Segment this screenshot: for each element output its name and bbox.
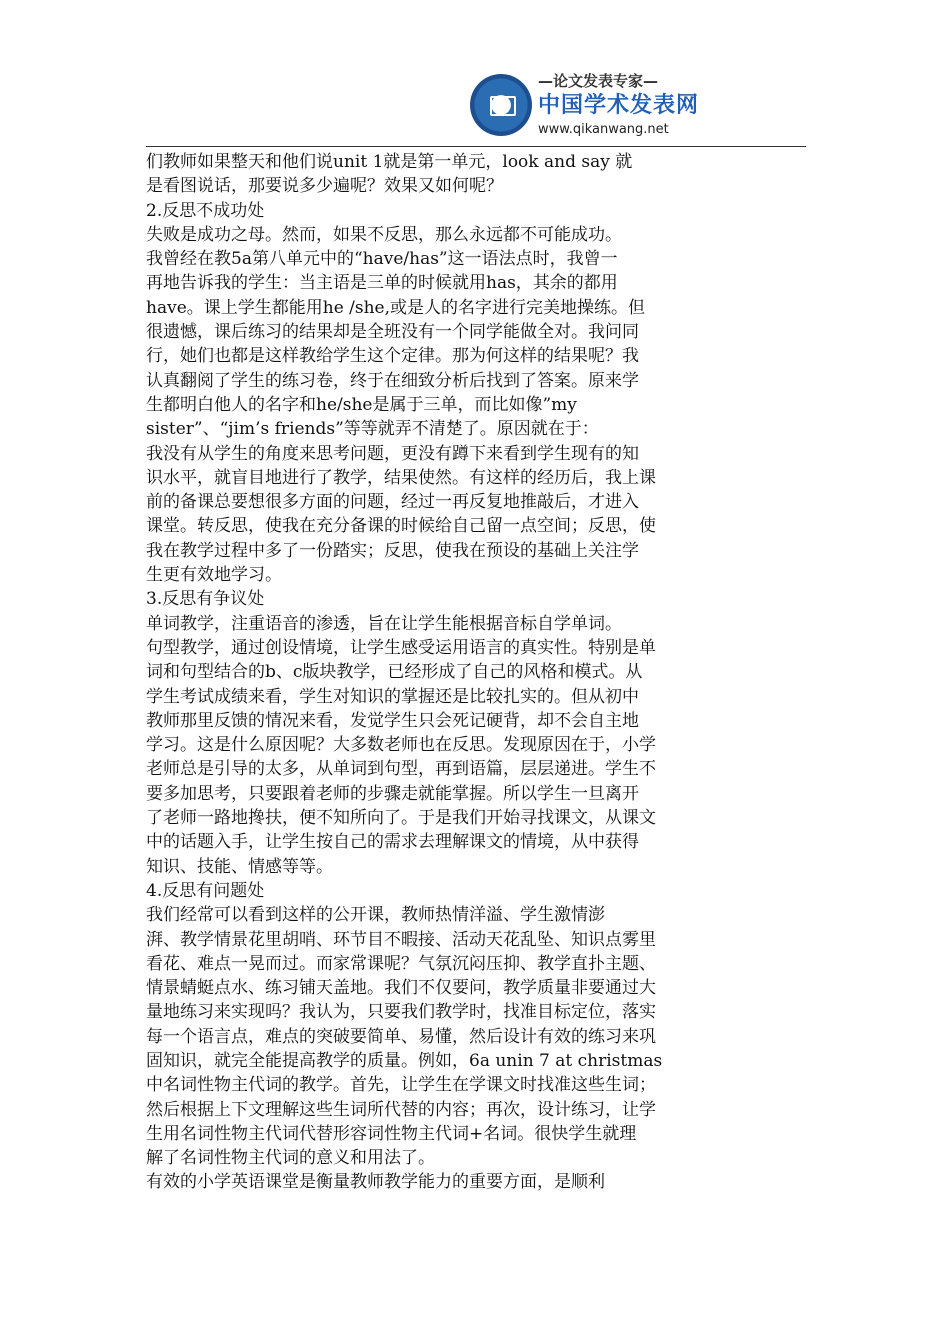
text-line: 看花、难点一晃而过。而家常课呢？气氛沉闷压抑、教学直扑主题、 <box>146 953 656 974</box>
text-line: 前的备课总要想很多方面的问题，经过一再反复地推敲后，才进入 <box>146 492 639 513</box>
text-line: 是看图说话，那要说多少遍呢？效果又如何呢？ <box>146 176 503 197</box>
text-line: have。课上学生都能用he /she,或是人的名字进行完美地操练。但 <box>146 297 646 318</box>
text-line: 我们经常可以看到这样的公开课，教师热情洋溢、学生激情澎 <box>146 905 605 926</box>
section-heading: 3.反思有争议处 <box>146 589 265 610</box>
text-line: 行，她们也都是这样教给学生这个定律。那为何这样的结果呢？我 <box>146 346 639 367</box>
text-line: 认真翻阅了学生的练习卷，终于在细致分析后找到了答案。原来学 <box>146 370 639 391</box>
text-line: 再地告诉我的学生：当主语是三单的时候就用has，其余的都用 <box>146 273 618 294</box>
text-line: 有效的小学英语课堂是衡量教师教学能力的重要方面，是顺利 <box>146 1172 605 1193</box>
text-line: 我曾经在教5a第八单元中的“have/has”这一语法点时，我曾一 <box>146 249 618 270</box>
text-line: 教师那里反馈的情况来看，发觉学生只会死记硬背，却不会自主地 <box>146 710 639 731</box>
text-line: 每一个语言点，难点的突破要简单、易懂，然后设计有效的练习来巩 <box>146 1026 656 1047</box>
text-line: 老师总是引导的太多，从单词到句型，再到语篇，层层递进。学生不 <box>146 759 656 780</box>
text-line: 单词教学，注重语音的渗透，旨在让学生能根据音标自学单词。 <box>146 613 622 634</box>
document-body <box>146 150 806 1195</box>
text-line: 很遗憾，课后练习的结果却是全班没有一个同学能做全对。我问同 <box>146 322 639 343</box>
text-line: 词和句型结合的b、c版块教学，已经形成了自己的风格和模式。从 <box>146 662 643 683</box>
text-line: 失败是成功之母。然而，如果不反思，那么永远都不可能成功。 <box>146 224 622 245</box>
text-line: 生都明白他人的名字和he/she是属于三单，而比如像”my <box>146 394 577 415</box>
text-line: 中名词性物主代词的教学。首先，让学生在学课文时找准这些生词； <box>146 1075 656 1096</box>
text-line: 我没有从学生的角度来思考问题，更没有蹲下来看到学生现有的知 <box>146 443 639 464</box>
text-line: 课堂。转反思，使我在充分备课的时候给自己留一点空间；反思，使 <box>146 516 656 537</box>
text-line: 生更有效地学习。 <box>146 565 282 586</box>
text-line: 生用名词性物主代词代替形容词性物主代词+名词。很快学生就理 <box>146 1123 637 1144</box>
text-line: 固知识，就完全能提高教学的质量。例如，6a unin 7 at christmas <box>146 1050 663 1071</box>
text-line: 中的话题入手，让学生按自己的需求去理解课文的情境，从中获得 <box>146 832 639 853</box>
text-line: 知识、技能、情感等等。 <box>146 856 333 877</box>
text-line: 要多加思考，只要跟着老师的步骤走就能掌握。所以学生一旦离开 <box>146 783 639 804</box>
logo-name: 中国学术发表网 <box>538 93 700 118</box>
text-line: 情景蜻蜓点水、练习铺天盖地。我们不仅要问，教学质量非要通过大 <box>146 978 656 999</box>
seal-icon <box>470 74 532 136</box>
text-line: 句型教学，通过创设情境，让学生感受运用语言的真实性。特别是单 <box>146 637 656 658</box>
text-line: 然后根据上下文理解这些生词所代替的内容；再次，设计练习，让学 <box>146 1099 656 1120</box>
logo-text <box>538 74 699 136</box>
text-line: 解了名词性物主代词的意义和用法了。 <box>146 1148 435 1169</box>
text-line: 们教师如果整天和他们说unit 1就是第一单元，look and say 就 <box>146 152 633 172</box>
text-line: 学生考试成绩来看，学生对知识的掌握还是比较扎实的。但从初中 <box>146 686 639 707</box>
logo-slogan: —论文发表专家— <box>538 72 659 90</box>
text-line: sister”、“jim’s friends”等等就弄不清楚了。原因就在于： <box>146 419 599 440</box>
section-heading: 4.反思有问题处 <box>146 880 265 901</box>
text-line: 量地练习来实现吗？我认为，只要我们教学时，找准目标定位，落实 <box>146 1002 656 1023</box>
text-line: 湃、教学情景花里胡哨、环节目不暇接、活动天花乱坠、知识点雾里 <box>146 929 656 950</box>
text-line: 我在教学过程中多了一份踏实；反思，使我在预设的基础上关注学 <box>146 540 639 561</box>
logo-url: www.qikanwang.net <box>538 122 669 137</box>
site-logo <box>470 66 698 144</box>
text-line: 了老师一路地搀扶，便不知所向了。于是我们开始寻找课文，从课文 <box>146 808 656 829</box>
text-line: 识水平，就盲目地进行了教学，结果使然。有这样的经历后，我上课 <box>146 467 656 488</box>
section-heading: 2.反思不成功处 <box>146 200 265 221</box>
text-line: 学习。这是什么原因呢？大多数老师也在反思。发现原因在于，小学 <box>146 735 656 756</box>
header-rule <box>146 146 806 147</box>
